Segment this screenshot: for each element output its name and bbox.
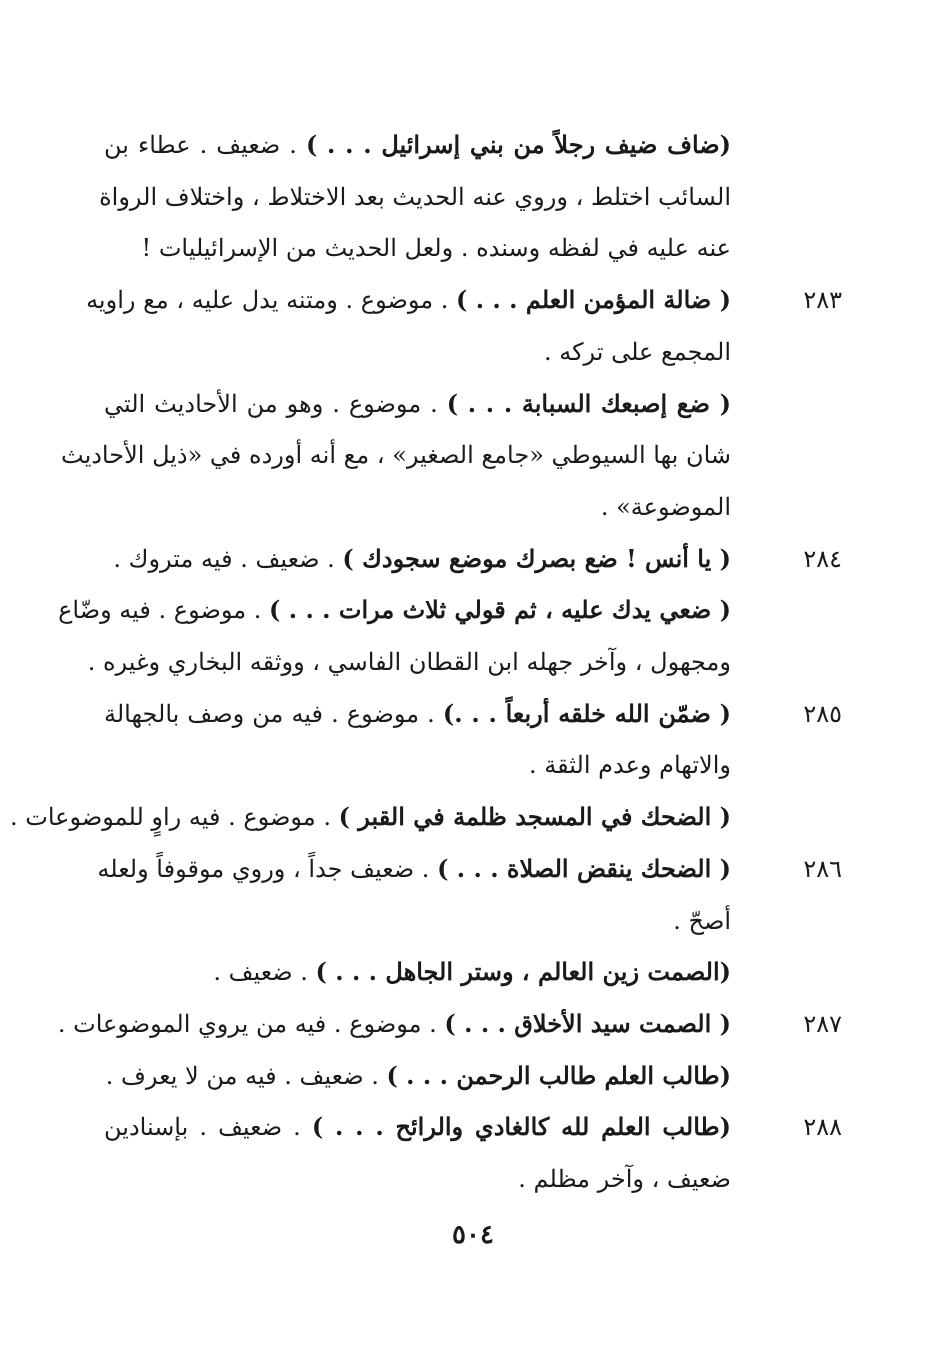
text-line — [9, 797, 731, 837]
commentary-text: الموضوعة» . — [600, 493, 731, 521]
commentary-text: . موضوع . فيه راوٍ للموضوعات . — [9, 803, 339, 831]
commentary-text: . موضوع . ومتنه يدل عليه ، مع راويه — [86, 286, 456, 314]
hadith-quote: (طالب العلم طالب الرحمن . . . ) — [386, 1061, 731, 1090]
commentary-text: عنه عليه في لفظه وسنده . ولعل الحديث من الإسرائيليات ! — [141, 234, 731, 262]
entry-number: ٢٨٣ — [803, 286, 842, 314]
commentary-text: . ضعيف . فيه متروك . — [113, 545, 343, 573]
hadith-quote: ( ضالة المؤمن العلم . . . ) — [456, 285, 731, 314]
hadith-quote: ( ضمّن الله خلقه أربعاً . . .) — [442, 699, 731, 728]
text-line — [86, 280, 731, 320]
commentary-text: . موضوع . فيه من يروي الموضوعات . — [57, 1010, 445, 1038]
hadith-quote: (الصمت زين العالم ، وستر الجاهل . . . ) — [315, 957, 731, 986]
hadith-quote: (طالب العلم لله كالغادي والرائح . . . ) — [311, 1112, 731, 1141]
text-line — [104, 539, 731, 579]
hadith-quote: ( الضحك ينقض الصلاة . . . ) — [437, 854, 731, 883]
entry-number: ٢٨٤ — [803, 545, 842, 573]
commentary-text: شان بها السيوطي «جامع الصغير» ، مع أنه أورده في «ذيل الأحاديث — [61, 441, 731, 469]
text-line — [61, 435, 731, 475]
commentary-text: والاتهام وعدم الثقة . — [529, 751, 731, 779]
hadith-quote: ( يا أنس ! ضع بصرك موضع سجودك ) — [342, 544, 731, 573]
text-line — [57, 1004, 731, 1044]
hadith-quote: (ضاف ضيف رجلاً من بني إسرائيل . . . ) — [305, 130, 732, 159]
commentary-text: . موضوع . وهو من الأحاديث التي — [104, 390, 447, 418]
text-line — [104, 125, 731, 165]
text-line — [104, 1159, 731, 1199]
text-line — [58, 590, 731, 630]
commentary-text: . ضعيف جداً ، وروي موقوفاً ولعله — [97, 855, 438, 883]
commentary-text: ضعيف ، وآخر مظلم . — [518, 1165, 731, 1193]
commentary-text: . ضعيف . فيه من لا يعرف . — [105, 1062, 387, 1090]
page-number: ٥٠٤ — [452, 1220, 494, 1250]
commentary-text: . موضوع . فيه وضّاع — [58, 596, 270, 624]
commentary-text: . ضعيف . بإسنادين — [104, 1113, 312, 1141]
commentary-text: المجمع على تركه . — [544, 338, 731, 366]
commentary-text: . ضعيف . عطاء بن — [104, 131, 306, 159]
text-line — [97, 849, 731, 889]
commentary-text: . ضعيف . — [213, 958, 316, 986]
hadith-quote: ( الضحك في المسجد ظلمة في القبر ) — [338, 802, 731, 831]
entry-number: ٢٨٦ — [803, 855, 842, 883]
commentary-text: السائب اختلط ، وروي عنه الحديث بعد الاختلاط ، واختلاف الرواة — [99, 183, 731, 211]
entry-number: ٢٨٧ — [803, 1010, 842, 1038]
hadith-quote: ( الصمت سيد الأخلاق . . . ) — [444, 1009, 731, 1038]
text-line — [104, 332, 731, 372]
commentary-text: أصحّ . — [673, 907, 731, 935]
entry-number: ٢٨٨ — [803, 1113, 842, 1141]
hadith-quote: ( ضع إصبعك السبابة . . . ) — [446, 389, 731, 418]
text-line — [104, 952, 731, 992]
text-line — [104, 1056, 731, 1096]
text-line — [104, 1107, 731, 1147]
text-line — [104, 228, 731, 268]
text-line — [104, 487, 731, 527]
text-line — [104, 745, 731, 785]
text-line — [87, 642, 731, 682]
text-line — [104, 694, 731, 734]
commentary-text: ومجهول ، وآخر جهله ابن القطان الفاسي ، ووثقه البخاري وغيره . — [87, 648, 731, 676]
commentary-text: . موضوع . فيه من وصف بالجهالة — [104, 700, 443, 728]
entry-number: ٢٨٥ — [803, 700, 842, 728]
hadith-quote: ( ضعي يدك عليه ، ثم قولي ثلاث مرات . . . ) — [269, 595, 731, 624]
text-line — [99, 177, 731, 217]
text-line — [104, 901, 731, 941]
text-line — [104, 384, 731, 424]
